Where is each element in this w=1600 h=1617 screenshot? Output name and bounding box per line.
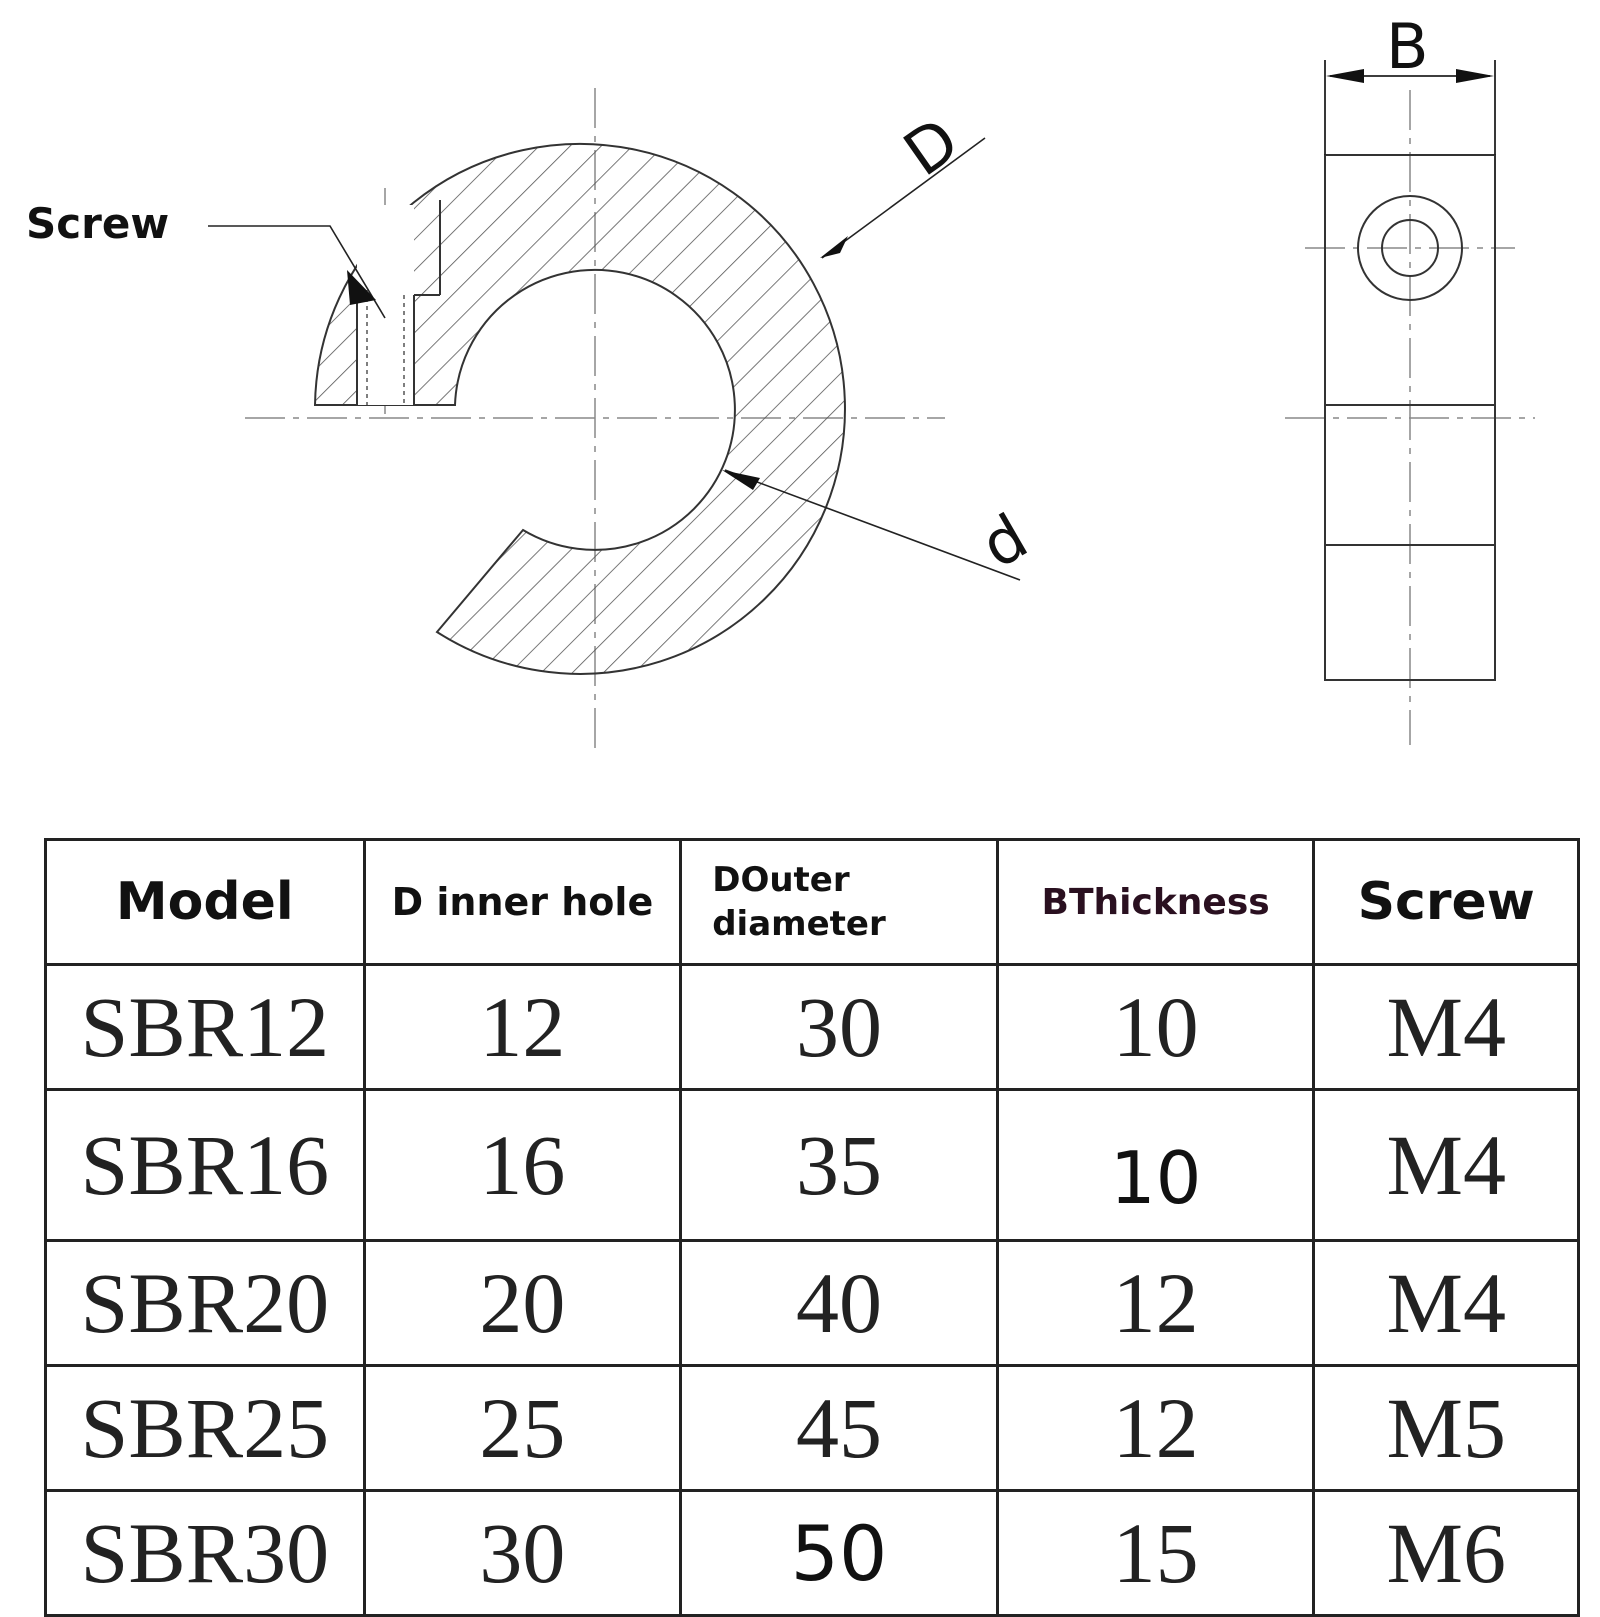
cell-screw: M5 — [1314, 1366, 1579, 1491]
technical-drawing — [0, 0, 1600, 800]
cell-screw: M4 — [1314, 1090, 1579, 1241]
cell-screw: M6 — [1314, 1491, 1579, 1616]
outer-diameter-label: D — [890, 103, 972, 191]
cell-outer-diameter: 30 — [681, 965, 998, 1090]
header-outer-diameter — [681, 840, 998, 965]
table-row — [46, 1241, 1579, 1366]
table-row — [46, 1090, 1579, 1241]
cell-model: SBR30 — [46, 1491, 365, 1616]
cell-screw: M4 — [1314, 965, 1579, 1090]
cell-outer-diameter: 40 — [681, 1241, 998, 1366]
cell-model: SBR12 — [46, 965, 365, 1090]
cell-screw: M4 — [1314, 1241, 1579, 1366]
cell-inner-hole: 16 — [364, 1090, 681, 1241]
cell-inner-hole: 20 — [364, 1241, 681, 1366]
inner-diameter-label: d — [968, 499, 1040, 583]
header-inner-hole: D inner hole — [364, 840, 681, 965]
cell-inner-hole: 12 — [364, 965, 681, 1090]
header-row — [46, 840, 1579, 965]
thickness-label: B — [1386, 10, 1429, 83]
cell-inner-hole: 30 — [364, 1491, 681, 1616]
collar-front-view — [315, 144, 845, 674]
cell-outer-diameter: 35 — [681, 1090, 998, 1241]
cell-model: SBR16 — [46, 1090, 365, 1241]
cell-inner-hole: 25 — [364, 1366, 681, 1491]
header-thickness: BThickness — [997, 840, 1314, 965]
cell-outer-diameter: 50 — [681, 1491, 998, 1616]
cell-model: SBR20 — [46, 1241, 365, 1366]
spec-table — [44, 838, 1580, 1617]
cell-thickness: 10 — [997, 965, 1314, 1090]
header-outer-line2: diameter — [712, 904, 886, 944]
screw-label: Screw — [26, 199, 170, 248]
cell-outer-diameter: 45 — [681, 1366, 998, 1491]
screw-hole — [357, 205, 414, 405]
header-model: Model — [46, 840, 365, 965]
cell-model: SBR25 — [46, 1366, 365, 1491]
table-row — [46, 1366, 1579, 1491]
cell-thickness: 15 — [997, 1491, 1314, 1616]
table-row — [46, 1491, 1579, 1616]
cell-thickness: 12 — [997, 1366, 1314, 1491]
cell-thickness: 10 — [997, 1090, 1314, 1241]
cell-thickness: 12 — [997, 1241, 1314, 1366]
table-row — [46, 965, 1579, 1090]
header-screw: Screw — [1314, 840, 1579, 965]
header-outer-line1: DOuter — [712, 860, 850, 900]
